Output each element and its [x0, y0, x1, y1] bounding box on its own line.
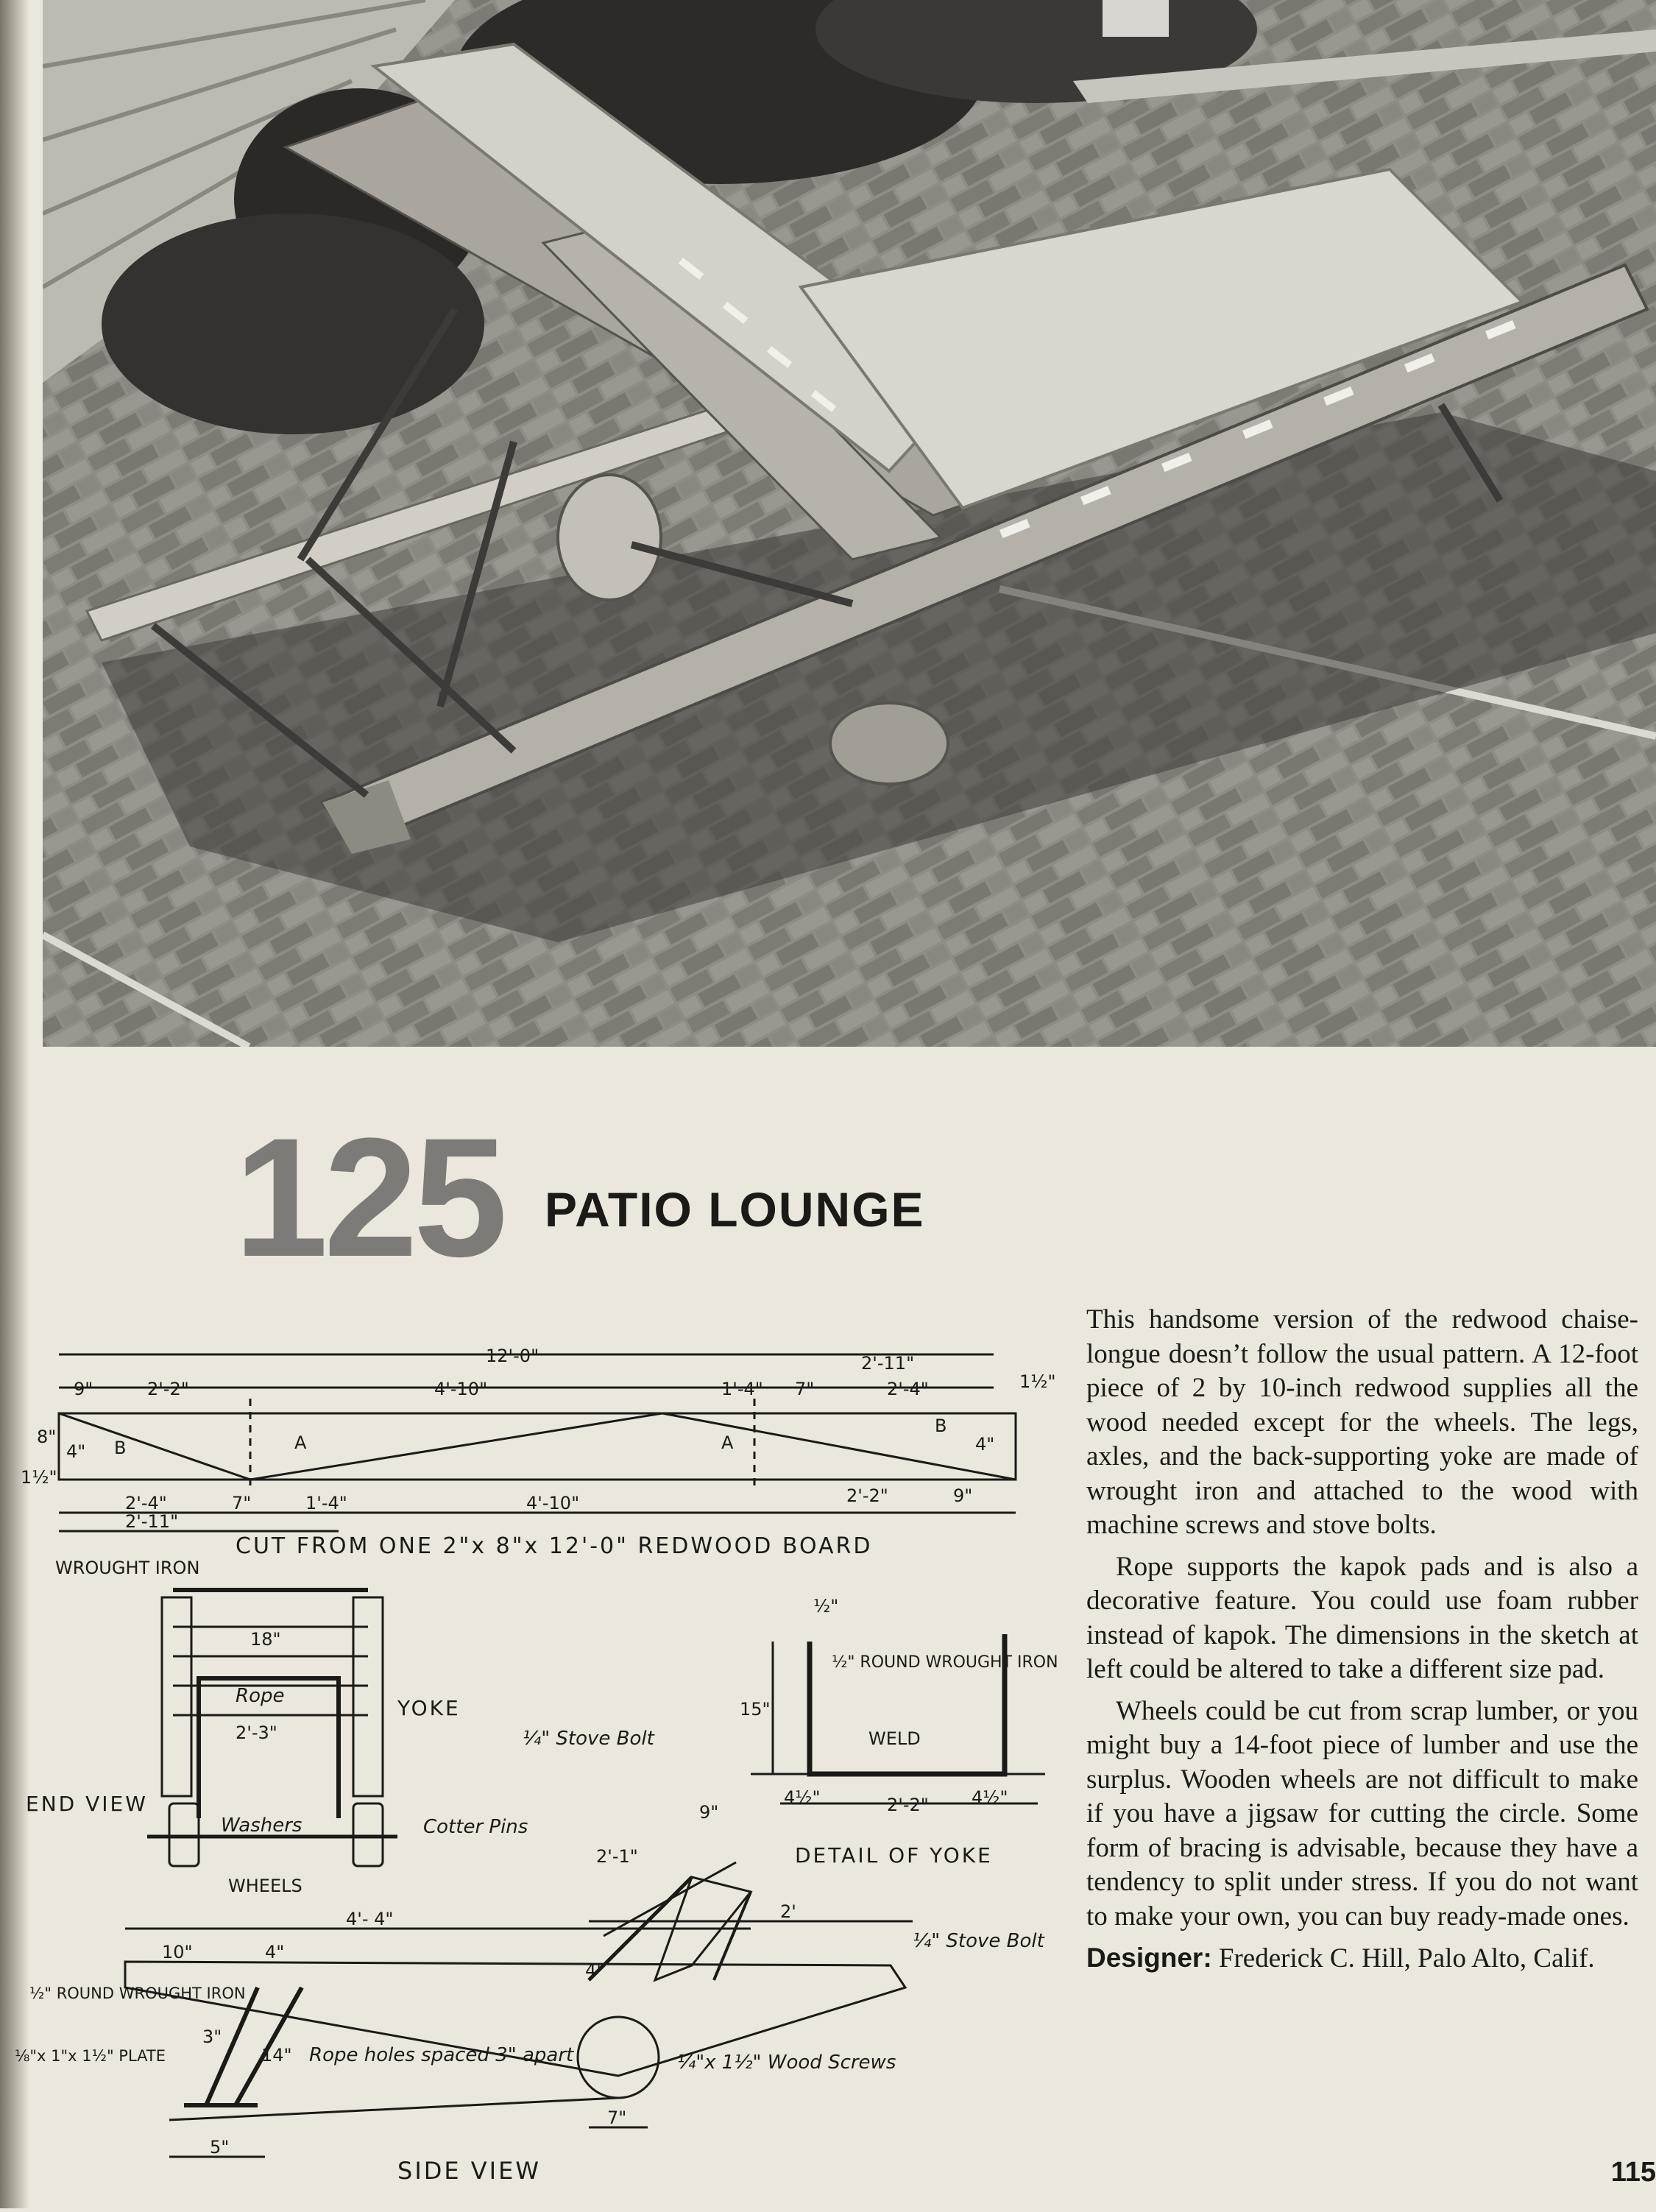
project-number: 125 [234, 1103, 503, 1292]
redwood-board-outline [59, 1413, 1016, 1480]
dim-4in-right: 4" [975, 1434, 995, 1455]
dim-b-9in: 9" [953, 1485, 973, 1506]
dim-10in: 10" [162, 1942, 193, 1962]
dim-2-11: 2'-11" [861, 1353, 915, 1374]
paragraph-1: This handsome version of the redwood chaise-longue doesn’t follow the usual pattern. A 12-foot piece of 2 by 10-inch redwood supplies all the wood needed except for the wheels. The legs, axles, and the back-supporting yoke are made of wrought iron and attached to the wood with machine screws and stove bolts. [1086, 1304, 1638, 1540]
designer-credit [1086, 1941, 1638, 1976]
dim-14in: 14" [261, 2045, 292, 2066]
label-round-iron: ½" ROUND WROUGHT IRON [832, 1653, 1058, 1672]
dim-4-10: 4'-10" [434, 1379, 488, 1399]
paragraph-2: Rope supports the kapok pads and is also a decorative feature. You could use foam rubber instead of kapok. The dimensions in the sketch at left could be altered to take a different size pad. [1086, 1551, 1638, 1684]
dim-7in-side: 7" [607, 2107, 627, 2128]
dim-15in: 15" [740, 1699, 771, 1720]
part-a-left: A [294, 1432, 307, 1453]
dim-9in: 9" [74, 1379, 93, 1399]
label-stove-bolt-right: ¼" Stove Bolt [913, 1930, 1044, 1952]
label-side-view: SIDE VIEW [397, 2157, 541, 2185]
dim-1-4: 1'-4" [721, 1379, 763, 1399]
dim-2ft: 2' [780, 1901, 796, 1922]
label-side-round-iron: ½" ROUND WROUGHT IRON [29, 1985, 246, 2002]
patio-lounge-photo [43, 0, 1656, 1047]
dim-b-7in: 7" [232, 1493, 252, 1513]
dim-3in: 3" [202, 2027, 222, 2047]
construction-drawing [15, 1332, 1082, 2208]
dim-b-2-2: 2'-2" [846, 1485, 888, 1506]
page-number: 115 [1610, 2157, 1656, 2188]
label-wrought-iron: WROUGHT IRON [55, 1558, 200, 1578]
cut-caption: CUT FROM ONE 2"x 8"x 12'-0" REDWOOD BOARD [236, 1533, 873, 1559]
label-wood-screws: ¼"x 1½" Wood Screws [677, 2052, 896, 2074]
label-stove-bolt-top: ¼" Stove Bolt [523, 1728, 654, 1750]
designer-label: Designer: [1086, 1943, 1212, 1973]
dim-b-1-4: 1'-4" [305, 1493, 347, 1513]
dim-b-4-10: 4'-10" [526, 1493, 580, 1513]
article-body [1086, 1303, 1638, 1984]
label-rope: Rope [236, 1685, 285, 1707]
part-b-left: B [114, 1438, 127, 1458]
part-b-right: B [935, 1416, 947, 1436]
label-washers: Washers [221, 1815, 302, 1837]
dim-1-5-left: 1½" [21, 1467, 57, 1488]
dim-yoke-left: 4½" [784, 1787, 821, 1808]
label-end-view: END VIEW [26, 1792, 148, 1816]
dim-2-3: 2'-3" [236, 1722, 277, 1743]
dim-2-2: 2'-2" [147, 1379, 189, 1399]
label-cotter-pins: Cotter Pins [423, 1816, 528, 1838]
dim-half-inch: ½" [813, 1596, 839, 1616]
label-yoke: YOKE [397, 1696, 461, 1720]
project-title: PATIO LOUNGE [545, 1182, 925, 1237]
dim-1-5: 1½" [1019, 1371, 1056, 1392]
paragraph-3: Wheels could be cut from scrap lumber, or you might buy a 14-foot piece of lumber and use the surplus. Wooden wheels are not difficult to make if you have a jigsaw for cutting the circle. Some form of bracing is advisable, because they have a tendency to split under stress. If you do not want to make your own, you can buy ready-made ones. [1086, 1695, 1638, 1932]
dim-overall: 12'-0" [486, 1346, 539, 1366]
dim-2-1: 2'-1" [596, 1846, 638, 1867]
dim-5in: 5" [210, 2137, 230, 2158]
dim-4in-side-a: 4" [265, 1942, 285, 1962]
label-plate: ⅛"x 1"x 1½" PLATE [15, 2047, 166, 2065]
dim-4-4: 4'- 4" [346, 1909, 394, 1929]
label-wheels: WHEELS [228, 1876, 302, 1896]
dim-4in-side-b: 4" [585, 1960, 605, 1981]
label-rope-holes: Rope holes spaced 3" apart [309, 2044, 574, 2066]
dim-yoke-right: 4½" [972, 1787, 1008, 1808]
dim-b-2-11: 2'-11" [125, 1511, 179, 1532]
cut-line [59, 1413, 1016, 1480]
dim-9in-side: 9" [699, 1802, 719, 1823]
dim-7in: 7" [795, 1379, 815, 1399]
designer-name: Frederick C. Hill, Palo Alto, Calif. [1218, 1943, 1595, 1974]
dim-b-2-4: 2'-4" [125, 1493, 167, 1513]
label-weld: WELD [868, 1728, 921, 1749]
label-detail-of-yoke: DETAIL OF YOKE [795, 1843, 993, 1868]
dim-2-4: 2'-4" [887, 1379, 929, 1399]
dim-yoke-width: 2'-2" [887, 1795, 929, 1815]
part-a-right: A [721, 1432, 734, 1453]
dim-4in-left: 4" [66, 1441, 86, 1462]
dim-18in: 18" [250, 1629, 281, 1650]
dim-8in: 8" [37, 1427, 57, 1447]
